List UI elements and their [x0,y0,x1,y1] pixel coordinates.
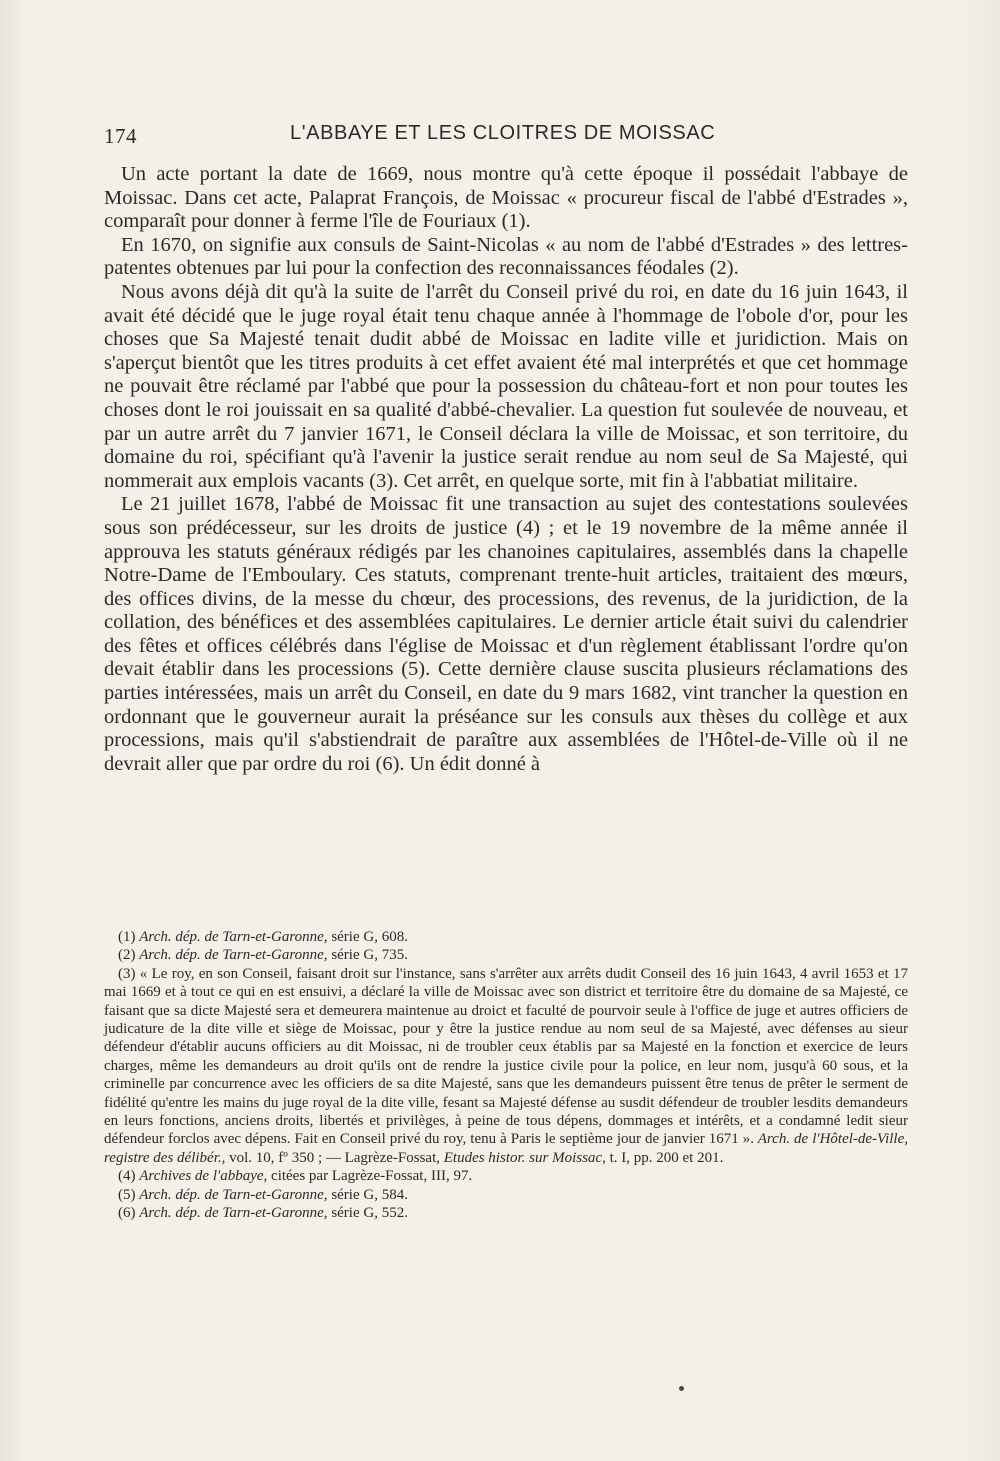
footnote-text: vol. 10, fº 350 ; — Lagrèze-Fossat, [225,1149,440,1166]
body-text [104,163,908,776]
footnote-text: série G, 584. [327,1186,408,1203]
footnote-source: Archives de l'abbaye, [139,1168,268,1185]
footnote-number: (3) [118,965,136,982]
footnote-source: Arch. dép. de Tarn-et-Garonne, [139,947,328,964]
print-speck [679,1386,684,1391]
footnote-number: (4) [118,1168,136,1185]
footnote-number: (5) [118,1186,136,1203]
footnote-text: série G, 552. [327,1205,408,1222]
footnote-source: Etudes histor. sur Moissac, [439,1149,606,1166]
footnote-number: (6) [118,1205,136,1222]
footnote-number: (2) [118,947,136,964]
footnote [104,1204,908,1222]
footnote [104,1186,908,1204]
footnote-text: série G, 735. [327,947,408,964]
footnotes [104,928,908,1223]
footnote-text: « Le roy, en son Conseil, faisant droit sur l'instance, sans s'arrêter aux arrêts dudit Conseil des 16 juin 1643, 4 avril 1653 et 17 mai 1669 et à tout ce qui en est ensuivi, a déclaré la ville de Moissac avec son district et territoire être du domaine de sa Majesté, ce faisant que sa dicte Majesté sera et demeurera maintenue au droict et faculté de pourvoir seule à l'office de juge et autres officiers de judicature de la dite ville et siège de Moissac, pour y être la justice rendue au nom seul de sa Majesté, avec défenses au sieur défendeur d'établir aucuns officiers au dit Moissac, ni de troubler ceux établis par sa Majesté en la fonction et exercice de leurs charges, même les demandeurs au droit qu'ils ont de rendre la justice civile pour la police, en leur nom, jusqu'à 60 sous, et la criminelle par concurrence avec les officiers de sa dite Majesté, sans que les demandeurs puissent être tenus de prêter le serment de fidélité qu'entre les mains du juge royal de la dite ville, fesant sa Majesté défense au susdit défendeur de troubler lesdits demandeurs en leurs fonctions, anciens droits, libertés et privilèges, à peine de tous dépens, dommages et intérêts, et a condamné ledit sieur défendeur forclos avec dépens. Fait en Conseil privé du roy, tenu à Paris le septième jour de janvier 1671 ». [104,965,908,1148]
paragraph: Un acte portant la date de 1669, nous montre qu'à cette époque il possédait l'abbaye de Moissac. Dans cet acte, Palaprat François, de Moissac « procureur fiscal de l'abbé d'Estrades », comparaît pour donner à ferme l'île de Fouriaux (1). [104,163,908,233]
footnote-text: t. I, pp. 200 et 201. [605,1149,724,1166]
footnote-source: Arch. dép. de Tarn-et-Garonne, [139,929,328,945]
footnote [104,928,908,946]
paragraph: Le 21 juillet 1678, l'abbé de Moissac fit une transaction au sujet des contestations soulevées sous son prédécesseur, sur les droits de justice (4) ; et le 19 novembre de la même année il approuva les statuts généraux rédigés par les chanoines capitulaires, assemblés dans la chapelle Notre-Dame de l'Emboulary. Ces statuts, comprenant trente-huit articles, traitaient des mœurs, des offices divins, de la messe du chœur, des processions, des revenus, de la juridiction, de la collation, des bénéfices et des assemblées capitulaires. Le dernier article était suivi du calendrier des fêtes et offices célébrés dans l'église de Moissac et d'un règlement établissant l'ordre qu'on devait établir dans les processions (5). Cette dernière clause suscita plusieurs réclamations des parties intéressées, mais un arrêt du Conseil, en date du 9 mars 1682, vint trancher la question en ordonnant que le gouverneur aurait la préséance sur les consuls aux thèses du collège et aux processions, mais qu'il s'abstiendrait de paraître aux assemblées de l'Hôtel-de-Ville où il ne devrait aller que par ordre du roi (6). Un édit donné à [104,493,908,775]
paragraph: En 1670, on signifie aux consuls de Saint-Nicolas « au nom de l'abbé d'Estrades » des lettres-patentes obtenues par lui pour la confection des reconnaissances féodales (2). [104,233,908,280]
footnote [104,946,908,964]
footnote-text: citées par Lagrèze-Fossat, III, 97. [267,1168,473,1185]
page-header [104,120,924,148]
footnote [104,965,908,1167]
footnote [104,1167,908,1185]
footnote-source: Arch. dép. de Tarn-et-Garonne, [139,1205,328,1222]
running-title: L'ABBAYE ET LES CLOITRES DE MOISSAC [290,122,716,144]
paragraph: Nous avons déjà dit qu'à la suite de l'arrêt du Conseil privé du roi, en date du 16 juin 1643, il avait été décidé que le juge royal était tenu chaque année à l'hommage de l'obole d'or, pour les choses que Sa Majesté tenait dudit abbé de Moissac en ladite ville et juridiction. Mais on s'aperçut bientôt que les titres produits à cet effet avaient été mal interprétés et que cet hommage ne pouvait être réclamé par l'abbé que pour la possession du château-fort et non pour toutes les choses dont le roi jouissait en sa qualité d'abbé-chevalier. La question fut soulevée de nouveau, et par un autre arrêt du 7 janvier 1671, le Conseil déclara la ville de Moissac, et son territoire, du domaine du roi, spécifiant qu'à l'avenir la justice serait rendue au nom seul de Sa Majesté, qui nommerait aux emplois vacants (3). Cet arrêt, en quelque sorte, mit fin à l'abbatiat militaire. [104,280,908,492]
page-number: 174 [104,124,137,148]
footnote-number: (1) [118,929,136,945]
footnote-text: série G, 608. [327,929,408,945]
footnote-source: Arch. dép. de Tarn-et-Garonne, [139,1186,328,1203]
footnote-source: Arch. de l'Hôtel-de-Ville, registre des délibér., [104,1131,909,1166]
